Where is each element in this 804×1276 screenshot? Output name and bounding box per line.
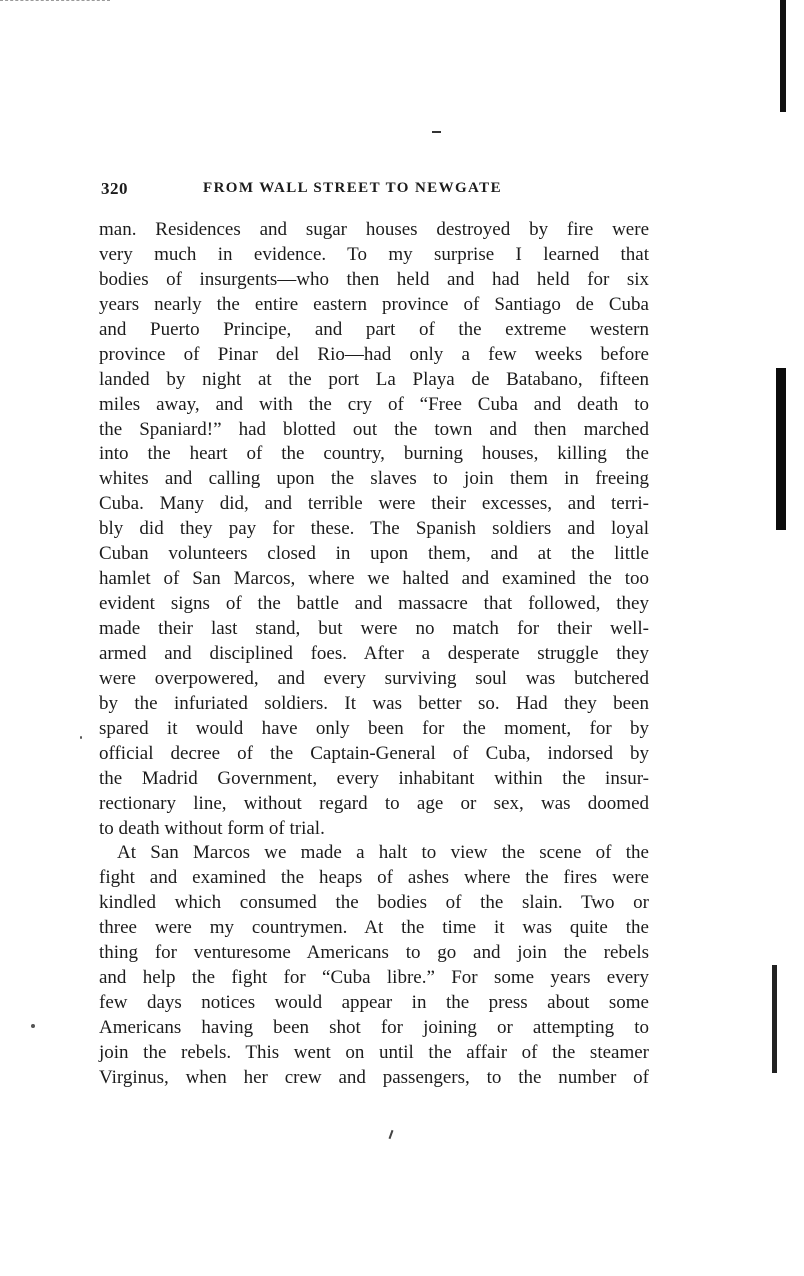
text-line: by the infuriated soldiers. It was better so. Had they been — [99, 692, 649, 714]
scan-speck — [31, 1024, 35, 1028]
text-line: and help the fight for “Cuba libre.” For some years every — [99, 967, 649, 989]
text-line: the Madrid Government, every inhabitant within the insur- — [99, 767, 649, 789]
body-text — [99, 218, 649, 1091]
text-line: Virginus, when her crew and passengers, to the number of — [99, 1066, 649, 1088]
text-line: few days notices would appear in the press about some — [99, 992, 649, 1014]
text-line: bly did they pay for these. The Spanish soldiers and loyal — [99, 518, 649, 540]
text-line: very much in evidence. To my surprise I learned that — [99, 243, 649, 265]
page-number: 320 — [101, 179, 128, 198]
scan-speck — [432, 131, 441, 133]
text-line: Americans having been shot for joining or attempting to — [99, 1017, 649, 1038]
paragraph-start-line: At San Marcos we made a halt to view the scene of the — [117, 842, 649, 864]
text-line: the Spaniard!” had blotted out the town and then marched — [99, 418, 649, 440]
text-line: Cuban volunteers closed in upon them, and at the little — [99, 543, 649, 565]
text-line: armed and disciplined foes. After a desperate struggle they — [99, 642, 649, 664]
text-line: into the heart of the country, burning houses, killing the — [99, 443, 649, 465]
scan-speck — [80, 736, 82, 739]
text-line: whites and calling upon the slaves to join them in freeing — [99, 468, 649, 490]
scan-edge-mark — [0, 0, 110, 3]
text-line: years nearly the entire eastern province of Santiago de Cuba — [99, 293, 649, 315]
paragraph-end-line: to death without form of trial. — [99, 817, 325, 839]
text-line: rectionary line, without regard to age or sex, was doomed — [99, 792, 649, 814]
text-line: thing for venturesome Americans to go and join the rebels — [99, 942, 649, 964]
text-line: kindled which consumed the bodies of the slain. Two or — [99, 892, 649, 914]
text-line: made their last stand, but were no match for their well- — [99, 618, 649, 639]
text-line: province of Pinar del Rio—had only a few weeks before — [99, 343, 649, 365]
text-line: landed by night at the port La Playa de Batabano, fifteen — [99, 368, 649, 390]
text-line: bodies of insurgents—who then held and had held for six — [99, 268, 649, 290]
text-line: evident signs of the battle and massacre that followed, they — [99, 593, 649, 615]
scan-edge-bar — [780, 0, 786, 112]
text-line: fight and examined the heaps of ashes where the fires were — [99, 867, 649, 889]
text-line: man. Residences and sugar houses destroyed by fire were — [99, 219, 649, 240]
text-line: join the rebels. This went on until the affair of the steamer — [99, 1041, 649, 1063]
text-line: spared it would have only been for the moment, for by — [99, 717, 649, 739]
scan-speck — [389, 1130, 394, 1139]
text-line: official decree of the Captain-General of Cuba, indorsed by — [99, 742, 649, 764]
text-line: hamlet of San Marcos, where we halted and examined the too — [99, 568, 649, 590]
text-line: and Puerto Principe, and part of the extreme western — [99, 318, 649, 340]
page-header — [101, 179, 649, 203]
text-line: miles away, and with the cry of “Free Cuba and death to — [99, 393, 649, 415]
text-line: three were my countrymen. At the time it was quite the — [99, 917, 649, 939]
text-line: Cuba. Many did, and terrible were their excesses, and terri- — [99, 493, 649, 515]
scan-edge-bar — [772, 965, 777, 1073]
scan-edge-bar — [776, 368, 786, 530]
text-line: were overpowered, and every surviving soul was butchered — [99, 667, 649, 689]
running-head: FROM WALL STREET TO NEWGATE — [203, 180, 502, 196]
